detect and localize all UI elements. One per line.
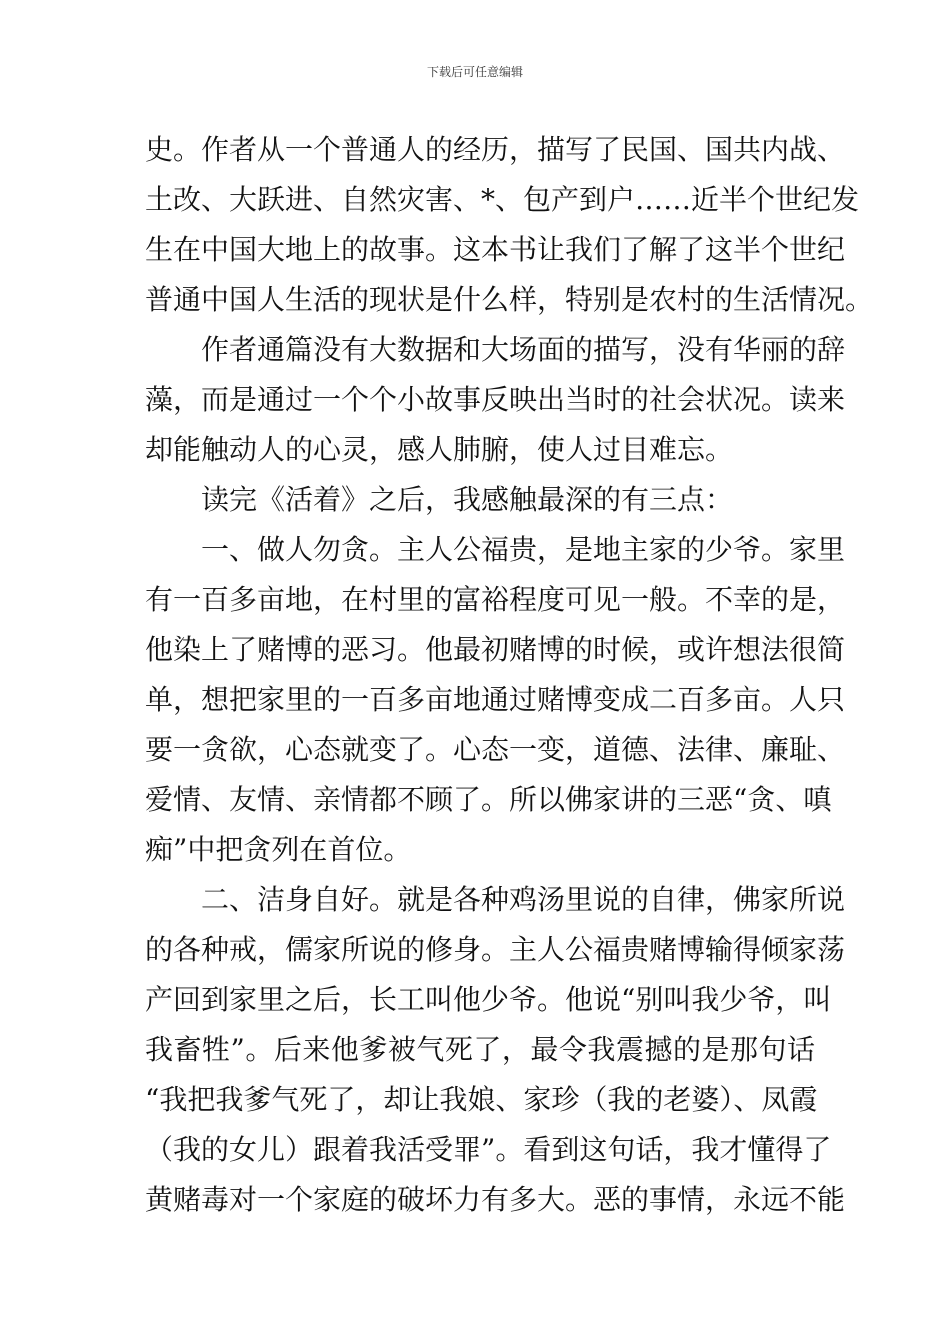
text-line: 读完《活着》之后，我感触最深的有三点： [201,483,734,516]
text-line: 生在中国大地上的故事。这本书让我们了解了这半个世纪 [145,233,846,266]
text-line: 一、做人勿贪。主人公福贵，是地主家的少爷。家里 [201,533,846,566]
text-line: 史。作者从一个普通人的经历，描写了民国、国共内战、 [145,133,846,166]
text-line: 作者通篇没有大数据和大场面的描写，没有华丽的辞 [201,333,846,366]
text-line: 黄赌毒对一个家庭的破坏力有多大。恶的事情，永远不能 [145,1183,846,1216]
text-line: 二、洁身自好。就是各种鸡汤里说的自律，佛家所说 [201,883,846,916]
text-line: 普通中国人生活的现状是什么样，特别是农村的生活情况。 [145,283,874,316]
text-line: 的各种戒，儒家所说的修身。主人公福贵赌博输得倾家荡 [145,933,846,966]
text-line: 产回到家里之后，长工叫他少爷。他说“别叫我少爷，叫 [145,983,832,1016]
text-line: 土改、大跃进、自然灾害、*、包产到户……近半个世纪发 [145,183,860,216]
page-header: 下载后可任意编辑 [426,65,523,79]
text-line: 却能触动人的心灵，感人肺腑，使人过目难忘。 [145,433,734,466]
text-line: 单，想把家里的一百多亩地通过赌博变成二百多亩。人只 [145,683,846,716]
text-line: 藻，而是通过一个个小故事反映出当时的社会状况。读来 [145,383,846,416]
text-line: “我把我爹气死了，却让我娘、家珍（我的老婆）、凤霞 [145,1083,818,1116]
text-line: 要一贪欲，心态就变了。心态一变，道德、法律、廉耻、 [145,733,846,766]
text-line: 我畜牲”。后来他爹被气死了，最令我震撼的是那句话 [145,1033,815,1066]
text-line: 有一百多亩地，在村里的富裕程度可见一般。不幸的是， [145,583,846,616]
text-line: （我的女儿）跟着我活受罪”。看到这句话，我才懂得了 [145,1133,832,1166]
text-line: 痴”中把贪列在首位。 [145,833,412,866]
body-text [145,125,874,1225]
text-line: 他染上了赌博的恶习。他最初赌博的时候，或许想法很简 [145,633,846,666]
text-line: 爱情、友情、亲情都不顾了。所以佛家讲的三恶“贪、嗔 [145,783,832,816]
